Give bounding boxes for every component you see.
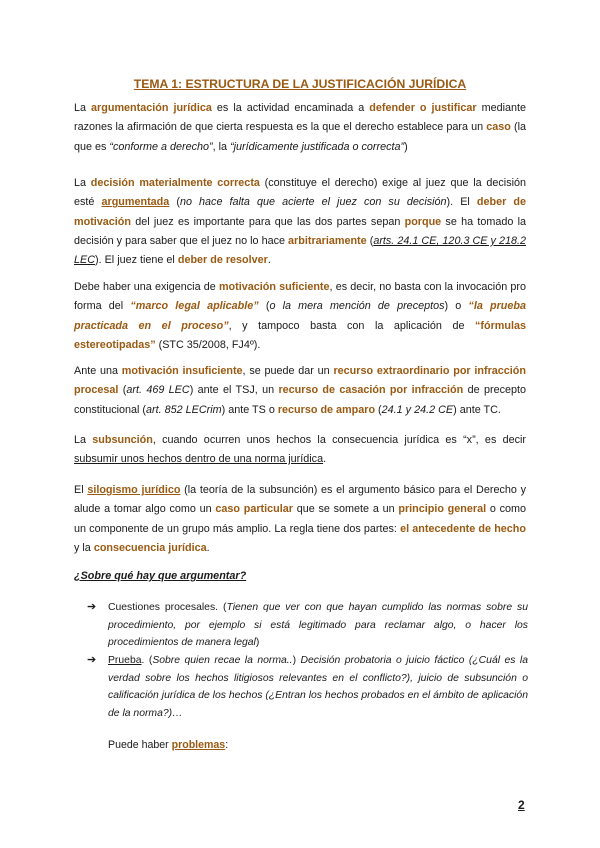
paragraph-motivacion-suficiente bbox=[74, 278, 526, 355]
text: ). El juez tiene el bbox=[95, 254, 178, 267]
highlight-term: silogismo jurídico bbox=[87, 484, 181, 496]
text: , y tampoco basta con la aplicación de bbox=[228, 319, 476, 332]
highlight-term: defender o justificar bbox=[369, 102, 477, 114]
text: (constituye el derecho) exige al juez que la decisión esté bbox=[74, 177, 527, 209]
legal-reference: arts. 24.1 CE, 120.3 CE y 218.2 LEC bbox=[74, 234, 526, 267]
text: ) o bbox=[444, 300, 469, 313]
italic-note: no hace falta que acierte el juez con su decisión bbox=[179, 196, 447, 209]
text: . bbox=[267, 254, 271, 267]
text: ) ante el TSJ, un bbox=[189, 384, 279, 397]
highlight-term: argumentada bbox=[101, 196, 170, 209]
text: o como un componente de un grupo más amplio. La regla tiene dos partes: bbox=[74, 503, 527, 535]
page-title: TEMA 1: ESTRUCTURA DE LA JUSTIFICACIÓN JURÍDICA bbox=[133, 77, 467, 91]
italic-quote: “conforme a derecho” bbox=[109, 140, 213, 153]
highlight-quote: “fórmulas estereotipadas” bbox=[74, 319, 527, 351]
list-item-prueba bbox=[87, 652, 528, 722]
paragraph-argumentacion bbox=[74, 99, 526, 157]
italic-note: Decisión probatoria o juicio fáctico (¿Cuál es la verdad sobre los hechos litigiosos relevantes en el conflicto?), juicio de subsunción o calificación jurídica de los hechos (¿Entran los hechos probados en el ámbito de aplicación de la norma?)… bbox=[108, 655, 528, 719]
text: La bbox=[74, 102, 92, 114]
highlight-term: caso particular bbox=[215, 503, 293, 516]
highlight-term: deber de resolver bbox=[177, 254, 268, 267]
highlight-quote: “la prueba practicada en el proceso” bbox=[74, 300, 526, 332]
highlight-term: porque bbox=[404, 215, 442, 228]
text: Puede haber bbox=[108, 739, 172, 751]
text: : bbox=[225, 739, 229, 751]
legal-reference: art. 469 LEC bbox=[126, 384, 190, 397]
text: ). El bbox=[446, 196, 477, 209]
legal-reference: 24.1 y 24.2 CE bbox=[381, 403, 454, 416]
highlight-term: recurso de amparo bbox=[277, 403, 376, 416]
text: (STC 35/2008, FJ4º). bbox=[155, 338, 261, 351]
arrow-bullet-icon: ➔ bbox=[87, 601, 97, 613]
text: se ha tomado la decisión y para saber que el juez no lo hace bbox=[74, 215, 526, 247]
text: ( bbox=[118, 384, 127, 397]
text: El bbox=[74, 484, 88, 496]
problems-line bbox=[108, 736, 228, 754]
highlight-term: motivación insuficiente bbox=[121, 365, 243, 377]
list-item-cuestiones-procesales bbox=[87, 599, 528, 652]
page-number: 2 bbox=[518, 798, 525, 812]
text: La bbox=[74, 177, 91, 189]
text: , se puede dar un bbox=[242, 365, 334, 377]
text: (la que es bbox=[74, 121, 526, 153]
highlight-term: principio general bbox=[398, 503, 487, 516]
text: ) ante TC. bbox=[453, 403, 501, 416]
text: del juez es importante para que las dos partes sepan bbox=[131, 215, 405, 228]
text: . bbox=[206, 541, 210, 554]
highlight-term: motivación suficiente bbox=[218, 281, 330, 293]
text: Debe haber una exigencia de bbox=[74, 281, 219, 293]
highlight-term: decisión materialmente correcta bbox=[90, 177, 260, 189]
highlight-term: problemas bbox=[171, 739, 226, 751]
text: ) bbox=[292, 655, 301, 666]
text: de precepto constitucional ( bbox=[74, 384, 526, 416]
italic-quote: “jurídicamente justificada o correcta” bbox=[230, 140, 405, 153]
text: . ( bbox=[141, 655, 153, 666]
underlined-phrase: subsumir unos hechos dentro de una norma jurídica bbox=[74, 453, 324, 466]
highlight-term: consecuencia jurídica bbox=[93, 541, 207, 554]
italic-note: Sobre quien recae la norma.. bbox=[152, 655, 293, 666]
text: La bbox=[74, 434, 93, 446]
text: ( bbox=[375, 403, 382, 416]
highlight-quote: “marco legal aplicable” bbox=[130, 300, 259, 313]
section-question: ¿Sobre qué hay que argumentar? bbox=[74, 570, 247, 582]
text: que se somete a un bbox=[292, 503, 399, 516]
text: Ante una bbox=[74, 365, 122, 377]
text: ) ante TS o bbox=[221, 403, 278, 416]
text: (la teoría de la subsunción) es el argumento básico para el Derecho y alude a tomar algo como un bbox=[74, 484, 526, 516]
arrow-bullet-icon: ➔ bbox=[87, 654, 97, 666]
text: ) bbox=[255, 637, 260, 649]
text: ) bbox=[404, 140, 408, 153]
text: ( bbox=[366, 234, 374, 247]
italic-note: o la mera mención de preceptos bbox=[269, 300, 445, 313]
highlight-term: el antecedente de hecho bbox=[400, 522, 526, 535]
text: ( bbox=[169, 196, 180, 209]
legal-reference: art. 852 LECrim bbox=[146, 403, 222, 416]
highlight-term: recurso de casación por infracción bbox=[278, 384, 464, 397]
list-item-title: Cuestiones procesales bbox=[108, 602, 216, 613]
text: . bbox=[323, 453, 327, 466]
highlight-term: arbitrariamente bbox=[288, 234, 367, 247]
paragraph-decision bbox=[74, 174, 526, 270]
italic-note: Tienen que ver con que hayan cumplido las normas sobre su procedimiento, por ejemplo si está legitimado para reclamar algo, o hacer los procedimientos de manera legal bbox=[108, 602, 528, 649]
text: mediante razones la afirmación de que cierta respuesta es la que el derecho establece para un bbox=[74, 102, 526, 134]
paragraph-silogismo bbox=[74, 481, 526, 558]
paragraph-subsuncion bbox=[74, 431, 526, 470]
text: , es decir, no basta con la invocación pro forma del bbox=[74, 281, 526, 313]
highlight-term: argumentación jurídica bbox=[91, 102, 212, 114]
text: ( bbox=[258, 300, 270, 313]
text: , cuando ocurren unos hechos la consecuencia jurídica es “x”, es decir bbox=[152, 434, 526, 446]
text: . ( bbox=[215, 602, 227, 613]
text: y la bbox=[74, 541, 94, 554]
highlight-term: deber de motivación bbox=[74, 196, 526, 228]
highlight-term: caso bbox=[486, 121, 511, 134]
highlight-term: subsunción bbox=[92, 434, 153, 446]
text: es la actividad encaminada a bbox=[211, 102, 370, 114]
text: , la bbox=[212, 140, 231, 153]
paragraph-motivacion-insuficiente bbox=[74, 362, 526, 420]
list-item-title: Prueba bbox=[108, 655, 142, 666]
highlight-term: recurso extraordinario por infracción procesal bbox=[74, 365, 526, 397]
